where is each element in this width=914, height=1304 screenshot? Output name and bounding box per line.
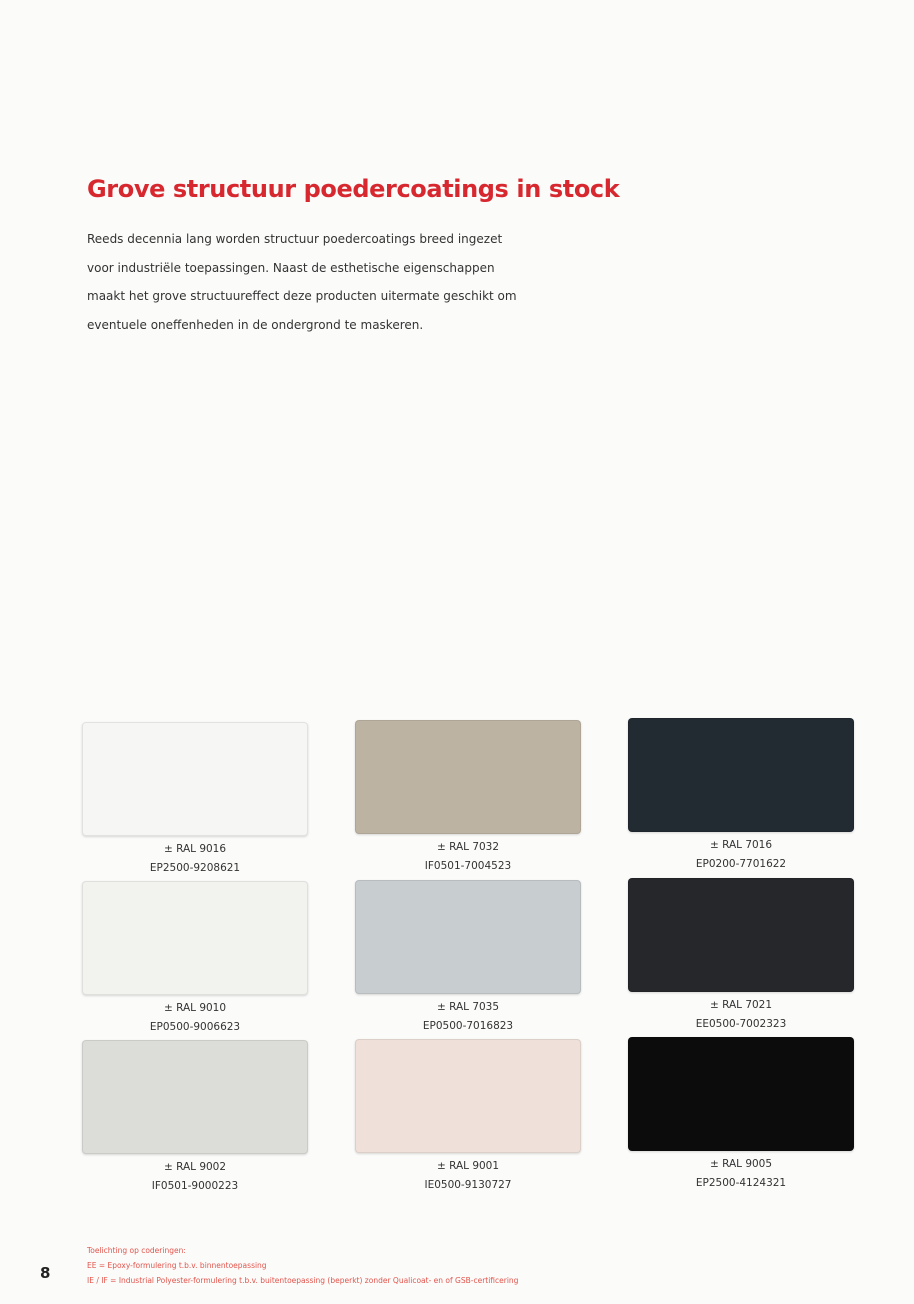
ral-label: ± RAL 9002	[163, 1161, 227, 1173]
swatch-card	[628, 1037, 854, 1193]
swatch-card	[628, 718, 854, 874]
ral-label: ± RAL 7021	[709, 999, 773, 1011]
product-code: IF0501-9000223	[151, 1180, 239, 1192]
footnote-line: EE = Epoxy-formulering t.b.v. binnentoepassing	[87, 1261, 267, 1270]
page-number: 8	[40, 1264, 51, 1282]
product-code: EP2500-4124321	[695, 1177, 787, 1189]
swatch-card	[82, 881, 308, 1037]
intro-line: maakt het grove structuureffect deze producten uitermate geschikt om	[87, 289, 517, 303]
ral-label: ± RAL 9001	[436, 1160, 500, 1172]
footnote-line: IE / IF = Industrial Polyester-formulering t.b.v. buitentoepassing (beperkt) zonder Qualicoat- en of GSB-certificering	[87, 1276, 519, 1285]
swatch-card	[355, 720, 581, 876]
page-title: Grove structuur poedercoatings in stock	[87, 175, 620, 203]
product-code: EP0200-7701622	[695, 858, 787, 870]
intro-line: Reeds decennia lang worden structuur poedercoatings breed ingezet	[87, 232, 503, 246]
product-code: IE0500-9130727	[424, 1179, 512, 1191]
swatch-card	[355, 880, 581, 1036]
swatch-card	[82, 722, 308, 878]
color-swatch	[82, 881, 308, 995]
color-swatch	[628, 1037, 854, 1151]
ral-label: ± RAL 9010	[163, 1002, 227, 1014]
product-code: EP2500-9208621	[149, 862, 241, 874]
swatch-card	[82, 1040, 308, 1196]
color-swatch	[82, 1040, 308, 1154]
product-code: EE0500-7002323	[695, 1018, 787, 1030]
intro-line: eventuele oneffenheden in de ondergrond te maskeren.	[87, 317, 424, 332]
product-code: IF0501-7004523	[424, 860, 512, 872]
ral-label: ± RAL 9016	[163, 843, 227, 855]
coding-footnote	[87, 1243, 518, 1288]
ral-label: ± RAL 7035	[436, 1001, 500, 1013]
footnote-line: Toelichting op coderingen:	[87, 1246, 186, 1255]
ral-label: ± RAL 7032	[436, 841, 500, 853]
intro-line: voor industriële toepassingen. Naast de esthetische eigenschappen	[87, 260, 495, 275]
color-swatch	[628, 878, 854, 992]
ral-label: ± RAL 9005	[709, 1158, 773, 1170]
product-code: EP0500-9006623	[149, 1021, 241, 1033]
ral-label: ± RAL 7016	[709, 839, 773, 851]
color-swatch	[355, 880, 581, 994]
color-swatch	[82, 722, 308, 836]
product-code: EP0500-7016823	[422, 1020, 514, 1032]
color-swatch	[355, 720, 581, 834]
swatch-card	[355, 1039, 581, 1195]
swatch-card	[628, 878, 854, 1034]
color-swatch	[628, 718, 854, 832]
color-swatch	[355, 1039, 581, 1153]
